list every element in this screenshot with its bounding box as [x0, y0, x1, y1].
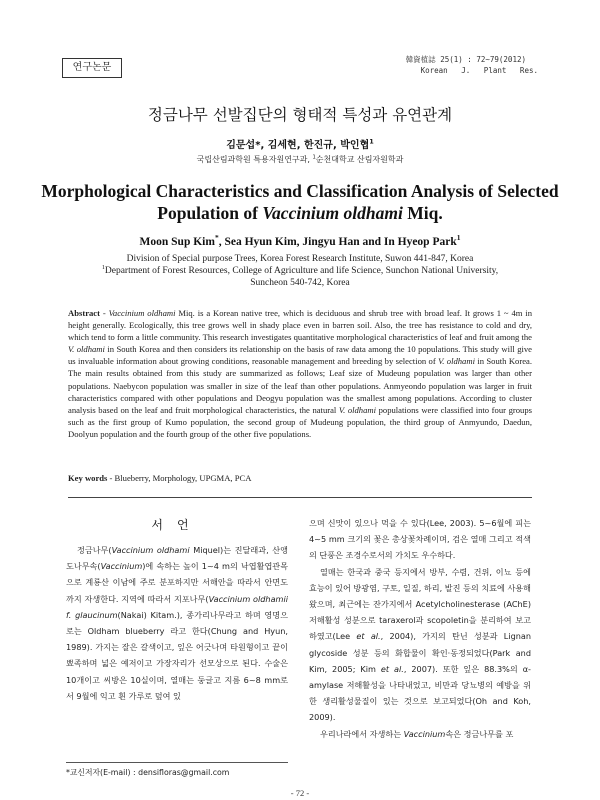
citation-et-al: et al. — [380, 663, 404, 674]
section-heading-introduction: 서언 — [151, 518, 203, 532]
journal-name: Korean J. Plant Res. — [420, 66, 538, 75]
abstract-species: V. oldhami — [68, 344, 105, 355]
korean-authors — [0, 136, 600, 151]
corresponding-author-mark: * — [214, 233, 219, 243]
english-affiliation-2-text: Department of Forest Resources, College of Agriculture and life Science, Sunchon National University, — [104, 266, 499, 276]
english-authors — [0, 233, 600, 248]
article-category-label: 연구논문 — [62, 58, 122, 78]
english-title — [0, 180, 600, 224]
genus-name: Vaccinium — [403, 728, 446, 739]
korean-affiliation-second: 순천대학교 산림자원학과 — [315, 155, 404, 164]
abstract-text: in South Korea. The main results obtained from this study are summarized as follows; Leaf size of Mudeung population was larger than other populations. Naebycon population was smaller in size of the leaf than other populations. Anmyeondo population was larger in fruit characteristics compared with other populations and Deogyu population was the smallest among populations. According to cluster analysis based on the leaf and fruit morphological characteristics, the natural — [68, 356, 532, 415]
journal-citation — [398, 54, 538, 76]
english-affiliation-2-mark: 1 — [101, 264, 105, 271]
abstract-dash: - — [99, 308, 109, 318]
intro-paragraph — [66, 542, 288, 704]
body-text: 속은 정금나무를 포 — [445, 728, 514, 739]
abstract-text: populations were classified into four groups such as the first group of Kumo population, the second group of Mudeung population, the third group of Anmyundo, Daedun, Doolyun population and the fourth group of the other five populations. — [68, 404, 532, 439]
english-affiliation-2 — [70, 265, 530, 277]
body-text: Miquel)는 진달래과, 산앵도나무속( — [66, 545, 288, 572]
body-column-left — [66, 542, 288, 704]
body-text: (Nakai) Kitam.), 종가리나무라고 하며 영명으로는 Oldham blueberry 라고 한다(Chung and Hyun, 1989). 가지는 잘은 갈색이고, 잎은 어긋나며 타원형이고 끝이 뾰족하며 넓은 예저이고 가장자리가 선모상으로 된다. 수술은 10개이고 씨방은 10실이며, 열매는 둥글고 지름 6~8 mm로서 9월에 익고 흰 가루로 덮여 있 — [66, 609, 288, 701]
english-affiliations — [70, 253, 530, 289]
body-column-right — [309, 515, 531, 742]
abstract-species: V. oldhami — [438, 356, 475, 367]
intro-paragraph — [309, 564, 531, 726]
body-text: , 2004), 가지의 탄닌 성분과 Lignan glycoside 성분 등의 화합물이 확인·동정되었다(Park and Kim, 2005; Kim — [309, 631, 532, 674]
keywords — [68, 473, 532, 483]
korean-author-names: 김문섭*, 김세현, 한진규, 박인협 — [226, 140, 370, 151]
english-coauthors: , Sea Hyun Kim, Jingyu Han and In Hyeop Park — [218, 236, 457, 248]
abstract-divider — [68, 497, 532, 498]
species-name: Vaccinium oldhamii f. glaucinum — [66, 593, 288, 620]
corresponding-author-footnote: *교신저자(E-mail) : densifloras@gmail.com — [66, 768, 230, 777]
korean-author-affiliation-mark: 1 — [369, 137, 374, 146]
species-name: Vaccinium oldhami — [111, 545, 190, 555]
abstract-species: Vaccinium oldhami — [108, 308, 176, 318]
citation-et-al: et al. — [356, 631, 381, 642]
english-title-post: Miq. — [402, 203, 443, 223]
body-text: )에 속하는 높이 1~4 m의 낙엽활엽관목으로 계룡산 이남에 주로 분포하지만 서해안을 따라서 안면도까지 자생한다. 지역에 따라서 지포나무( — [66, 561, 288, 604]
english-corresponding-author: Moon Sup Kim — [139, 236, 215, 248]
english-affiliation-mark: 1 — [456, 233, 461, 243]
abstract-species: V. oldhami — [338, 404, 376, 415]
korean-affiliation-first: 국립산림과학원 특용자원연구과, — [196, 155, 313, 164]
abstract-label: Abstract — [68, 308, 100, 318]
english-affiliation-3: Suncheon 540-742, Korea — [250, 278, 350, 288]
english-affiliation-1: Division of Special purpose Trees, Korea Forest Research Institute, Suwon 441-847, Korea — [126, 254, 474, 264]
abstract — [68, 307, 532, 440]
english-title-pre: Population of — [157, 203, 263, 223]
korean-title: 정금나무 선발집단의 형태적 특성과 유연관계 — [147, 106, 453, 124]
keywords-list: - Blueberry, Morphology, UPGMA, PCA — [107, 473, 252, 483]
journal-volume-pages: 韓資植誌 25(1) : 72~79(2012) — [405, 55, 526, 64]
english-title-line2 — [0, 202, 600, 224]
english-title-line1: Morphological Characteristics and Classification Analysis of Selected — [41, 181, 559, 201]
page-number: - 72 - — [290, 788, 310, 798]
genus-name: Vaccinium — [100, 561, 143, 572]
intro-paragraph-continued: 으며 신맛이 있으나 먹을 수 있다(Lee, 2003). 5~6월에 피는 4~5 mm 크기의 꽃은 총상꽃차례이며, 검은 열매 그리고 적색의 단풍은 조경수로서의 가치도 우수하다. — [309, 518, 531, 561]
abstract-text: in South Korea and then considers its relationship on the basis of raw data among the 10 populations. This study will give us invaluable information about growing conditions, reasonable management and breeding by selection of — [68, 344, 532, 367]
korean-affiliation-mark: 1 — [312, 154, 316, 161]
body-text: 열매는 한국과 중국 등지에서 방부, 수렴, 건위, 이뇨 등에 효능이 있어 방광염, 구토, 일질, 하리, 발진 등의 치료에 사용해 왔으며, 최근에는 잔가지에서 Acetylcholinesterase (AChE) 저해활성 성분으로 taraxerol과 scopoletin을 분리하여 보고하였고(Lee — [309, 566, 531, 642]
body-text: , 2007). 또한 잎은 88.3%의 α-amylase 저해활성을 나타내었고, 비만과 당뇨병의 예방을 위한 생리활성물질이 있는 것으로 보고되었다(Oh and Koh, 2009). — [309, 663, 531, 723]
abstract-text: Miq. is a Korean native tree, which is deciduous and shrub tree with broad leaf. It grows 1 ~ 4m in height generally. Ecologically, this tree grows well in shady place even in barren soil. Also, the tree has resistance to cold and dry, which tend to form a little community. This research investigates quantitative morphological characteristics of leaf and fruit among the — [68, 308, 532, 343]
footnote-divider — [66, 762, 288, 763]
body-text: 우리나라에서 자생하는 — [320, 728, 404, 739]
body-text: 정금나무( — [77, 545, 112, 555]
korean-affiliation — [0, 154, 600, 165]
english-title-species: Vaccinium oldhami — [262, 203, 403, 223]
intro-paragraph — [309, 726, 531, 742]
keywords-label: Key words — [68, 473, 108, 483]
